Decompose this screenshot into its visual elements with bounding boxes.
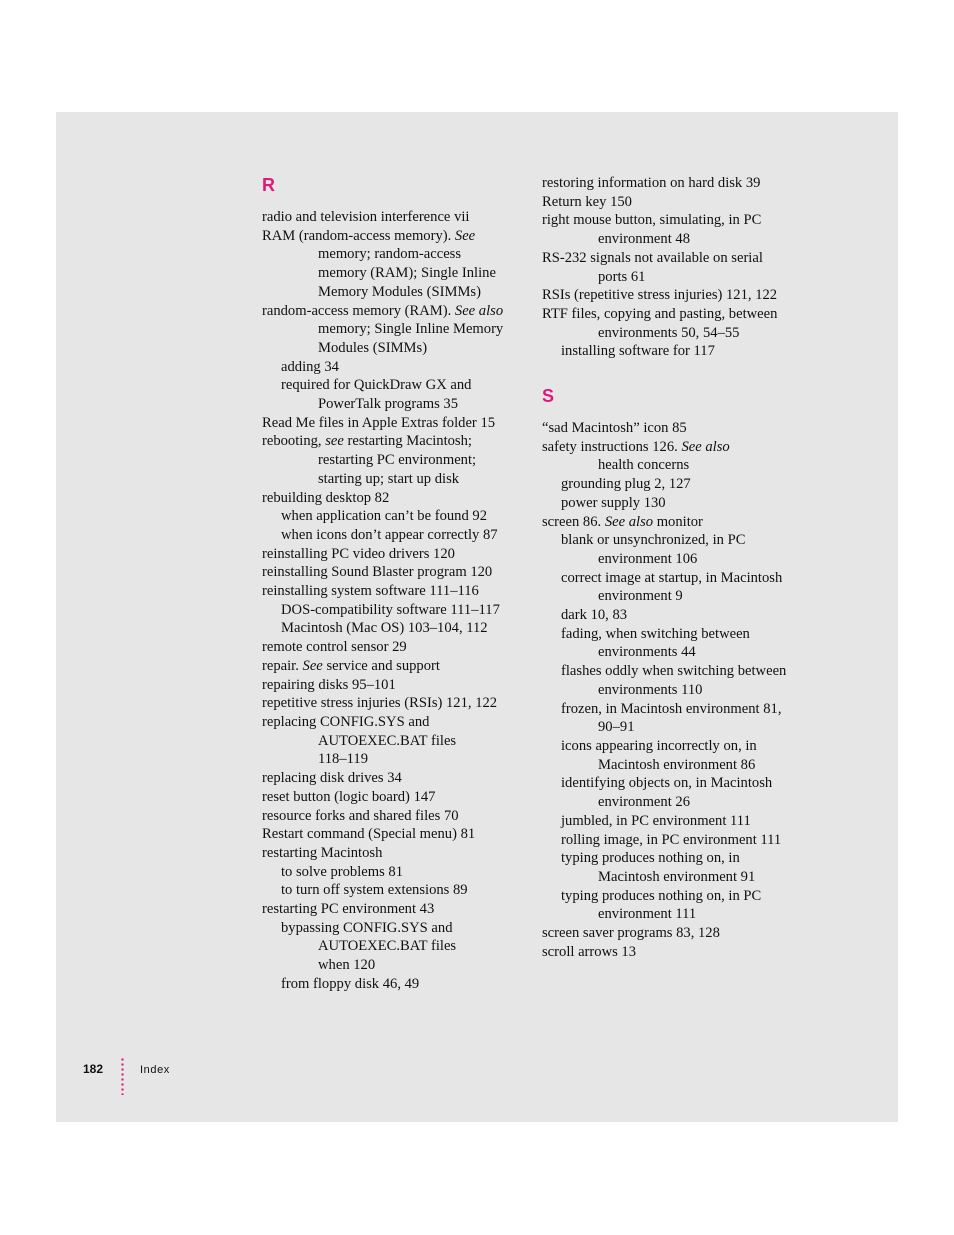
- index-entry-text: RAM (random-access memory).: [262, 227, 455, 244]
- index-entry-reference-target: monitor: [653, 513, 703, 530]
- index-entry: [542, 475, 817, 494]
- index-entry-text: Macintosh (Mac OS) 103–104, 112: [281, 620, 488, 637]
- index-entry-text: reinstalling PC video drivers 120: [262, 545, 455, 562]
- index-entry-text: rebuilding desktop 82: [262, 489, 390, 506]
- section-letter-r: R: [262, 175, 275, 195]
- index-entry: [542, 193, 817, 212]
- section-letter-s: S: [542, 386, 555, 407]
- index-entry: [262, 657, 532, 676]
- index-entry-text: RSIs (repetitive stress injuries) 121, 122: [542, 287, 778, 304]
- index-entry: [262, 320, 532, 339]
- index-entry-text: screen saver programs 83, 128: [542, 925, 720, 942]
- index-entry-text: repair.: [262, 657, 303, 674]
- index-entry-text: grounding plug 2, 127: [561, 476, 691, 493]
- index-entry: [262, 676, 532, 695]
- index-entry-text: environments 44: [598, 644, 696, 661]
- index-entry: [262, 638, 532, 657]
- index-entry-text: environments 110: [598, 681, 703, 698]
- index-entry: [542, 662, 817, 681]
- index-entry-text: remote control sensor 29: [262, 639, 407, 656]
- index-entry-text: radio and television interference vii: [262, 209, 470, 225]
- index-entry-text: 90–91: [598, 719, 635, 736]
- index-entry-text: power supply 130: [561, 494, 666, 511]
- index-entry: [542, 643, 817, 662]
- index-entry-see-reference: See also: [681, 438, 730, 455]
- index-entry: [542, 700, 817, 719]
- index-entry-text: Macintosh environment 86: [598, 756, 756, 773]
- index-entry: [542, 849, 817, 868]
- index-entry-text: icons appearing incorrectly on, in: [561, 737, 757, 754]
- index-entry: [262, 844, 532, 863]
- index-entry: [542, 943, 817, 962]
- index-entry-text: identifying objects on, in Macintosh: [561, 775, 773, 792]
- index-entry: [542, 324, 817, 343]
- index-entry: [542, 550, 817, 569]
- index-entry: [542, 230, 817, 249]
- index-entry-text: safety instructions 126.: [542, 438, 682, 455]
- index-entry: [262, 975, 532, 994]
- index-entry-text: rebooting,: [262, 433, 326, 450]
- index-entry-text: frozen, in Macintosh environment 81,: [561, 700, 782, 717]
- index-entry: [542, 211, 817, 230]
- index-entry: [542, 456, 817, 475]
- index-entry: [542, 625, 817, 644]
- index-entry-text: resource forks and shared files 70: [262, 807, 459, 824]
- index-entry: [262, 750, 532, 769]
- index-entry-text: RTF files, copying and pasting, between: [542, 305, 778, 322]
- index-entry: [542, 831, 817, 850]
- index-entry-text: reset button (logic board) 147: [262, 788, 436, 805]
- index-entry-text: restoring information on hard disk 39: [542, 175, 761, 191]
- index-entry-text: right mouse button, simulating, in PC: [542, 212, 762, 229]
- index-entry-reference-target: restarting Macintosh;: [343, 433, 472, 450]
- index-entry-text: ports 61: [598, 268, 646, 285]
- index-entry: [262, 937, 532, 956]
- index-entry: [262, 713, 532, 732]
- index-entry: [542, 812, 817, 831]
- index-entry-text: to turn off system extensions 89: [281, 882, 468, 899]
- index-entry: [262, 376, 532, 395]
- index-entry-text: environment 111: [598, 906, 697, 923]
- index-entry-text: adding 34: [281, 358, 339, 375]
- index-entry-text: environments 50, 54–55: [598, 324, 740, 341]
- index-entry: [542, 681, 817, 700]
- index-entry-see-reference: See also: [604, 513, 654, 530]
- index-entry-text: DOS-compatibility software 111–117: [281, 601, 500, 618]
- index-entry-reference-target: service and support: [322, 657, 440, 674]
- index-entry-text: repairing disks 95–101: [262, 676, 396, 693]
- index-entry-see-reference: See: [454, 227, 476, 244]
- index-entries-s: [542, 419, 817, 961]
- index-entry-text: environment 48: [598, 231, 691, 248]
- index-entry: [542, 531, 817, 550]
- index-entry-text: rolling image, in PC environment 111: [561, 831, 782, 848]
- index-entry: [542, 419, 817, 438]
- index-entry-text: when application can’t be found 92: [281, 508, 488, 525]
- index-entry-text: Memory Modules (SIMMs): [318, 283, 481, 300]
- index-entry: [262, 432, 532, 451]
- index-entry-text: typing produces nothing on, in: [561, 850, 740, 867]
- index-entry-text: RS-232 signals not available on serial: [542, 249, 763, 266]
- index-entries-r-left: [262, 208, 532, 994]
- index-entries-r-right: [542, 174, 817, 361]
- index-entry: [262, 208, 532, 227]
- index-entry-text: typing produces nothing on, in PC: [561, 887, 762, 904]
- index-entry: [262, 302, 532, 321]
- index-entry: [262, 788, 532, 807]
- index-entry: [262, 732, 532, 751]
- index-entry-text: Macintosh environment 91: [598, 868, 756, 885]
- index-entry-text: memory; Single Inline Memory: [318, 321, 504, 338]
- index-entry: [262, 283, 532, 302]
- index-entry: [542, 174, 817, 193]
- index-entry-text: restarting PC environment;: [318, 452, 477, 469]
- index-entry-text: reinstalling system software 111–116: [262, 583, 479, 600]
- index-entry: [262, 358, 532, 377]
- index-entry: [542, 569, 817, 588]
- index-entry-text: required for QuickDraw GX and: [281, 377, 472, 394]
- index-entry-text: repetitive stress injuries (RSIs) 121, 122: [262, 695, 498, 712]
- index-entry-text: screen 86.: [542, 513, 605, 530]
- index-entry: [262, 526, 532, 545]
- index-entry-see-reference: see: [325, 433, 344, 450]
- index-entry-text: “sad Macintosh” icon 85: [542, 420, 687, 437]
- index-entry-text: installing software for 117: [561, 343, 715, 360]
- index-entry: [262, 919, 532, 938]
- index-entry: [542, 587, 817, 606]
- index-entry: [262, 769, 532, 788]
- index-entry-text: environment 26: [598, 794, 691, 811]
- index-entry-text: Return key 150: [542, 193, 632, 210]
- index-entry: [542, 774, 817, 793]
- index-entry-text: flashes oddly when switching between: [561, 663, 787, 680]
- index-entry: [262, 227, 532, 246]
- index-entry: [542, 793, 817, 812]
- index-entry: [262, 451, 532, 470]
- index-entry: [262, 582, 532, 601]
- index-entry-see-reference: See: [302, 657, 323, 674]
- index-entry: [542, 438, 817, 457]
- index-entry-text: restarting PC environment 43: [262, 901, 435, 918]
- index-entry-text: restarting Macintosh: [262, 844, 383, 861]
- index-entry-text: reinstalling Sound Blaster program 120: [262, 564, 493, 581]
- index-entry: [262, 619, 532, 638]
- index-entry-text: AUTOEXEC.BAT files: [318, 732, 457, 749]
- index-entry-text: health concerns: [598, 457, 690, 474]
- index-entry: [542, 513, 817, 532]
- index-entry-text: starting up; start up disk: [318, 470, 460, 487]
- index-entry: [262, 881, 532, 900]
- index-entry-text: correct image at startup, in Macintosh: [561, 569, 783, 586]
- index-entry-text: PowerTalk programs 35: [318, 396, 459, 413]
- index-entry: [542, 286, 817, 305]
- index-entry-text: when icons don’t appear correctly 87: [281, 526, 498, 543]
- index-entry: [262, 956, 532, 975]
- index-entry-text: Restart command (Special menu) 81: [262, 826, 476, 843]
- footer-section-label: Index: [140, 1064, 170, 1076]
- index-entry: [262, 563, 532, 582]
- index-entry-text: when 120: [318, 957, 376, 974]
- index-entry: [262, 825, 532, 844]
- index-entry-text: Read Me files in Apple Extras folder 15: [262, 414, 496, 431]
- index-entry-text: fading, when switching between: [561, 625, 750, 642]
- index-entry: [542, 268, 817, 287]
- index-entry-text: dark 10, 83: [561, 607, 628, 624]
- index-entry-text: 118–119: [318, 751, 368, 768]
- index-entry-text: scroll arrows 13: [542, 943, 637, 960]
- index-entry-text: replacing disk drives 34: [262, 770, 402, 787]
- page-number: 182: [83, 1062, 104, 1076]
- index-entry: [262, 694, 532, 713]
- index-entry: [262, 395, 532, 414]
- index-entry-text: jumbled, in PC environment 111: [561, 812, 751, 829]
- index-entry: [262, 414, 532, 433]
- index-column-right: [542, 174, 817, 961]
- index-entry: [542, 756, 817, 775]
- index-entry-text: AUTOEXEC.BAT files: [318, 938, 457, 955]
- index-entry-text: blank or unsynchronized, in PC: [561, 532, 746, 549]
- index-entry-text: to solve problems 81: [281, 863, 404, 880]
- index-entry: [542, 737, 817, 756]
- index-entry: [542, 905, 817, 924]
- index-entry-text: memory (RAM); Single Inline: [318, 265, 496, 282]
- index-entry-text: environment 9: [598, 588, 683, 605]
- index-entry-text: random-access memory (RAM).: [262, 302, 455, 319]
- index-entry: [262, 507, 532, 526]
- index-entry: [542, 868, 817, 887]
- index-entry: [542, 494, 817, 513]
- index-entry: [262, 470, 532, 489]
- index-entry: [542, 718, 817, 737]
- index-entry: [542, 887, 817, 906]
- dotted-separator: [121, 1057, 124, 1095]
- index-entry: [262, 339, 532, 358]
- index-entry-text: replacing CONFIG.SYS and: [262, 713, 430, 730]
- index-entry: [542, 606, 817, 625]
- index-entry: [542, 342, 817, 361]
- index-entry: [262, 601, 532, 620]
- index-entry-text: from floppy disk 46, 49: [281, 975, 420, 992]
- index-entry: [262, 807, 532, 826]
- index-entry: [542, 249, 817, 268]
- index-entry-text: environment 106: [598, 550, 698, 567]
- index-entry-text: bypassing CONFIG.SYS and: [281, 919, 453, 936]
- index-entry-see-reference: See also: [454, 302, 504, 319]
- index-entry-text: Modules (SIMMs): [318, 339, 428, 356]
- index-entry: [262, 863, 532, 882]
- index-entry-text: memory; random-access: [318, 246, 462, 263]
- index-column-left: [262, 174, 532, 994]
- index-entry: [262, 264, 532, 283]
- index-entry: [262, 900, 532, 919]
- index-entry: [262, 245, 532, 264]
- index-entry: [542, 305, 817, 324]
- index-entry: [262, 545, 532, 564]
- index-entry: [542, 924, 817, 943]
- index-entry: [262, 489, 532, 508]
